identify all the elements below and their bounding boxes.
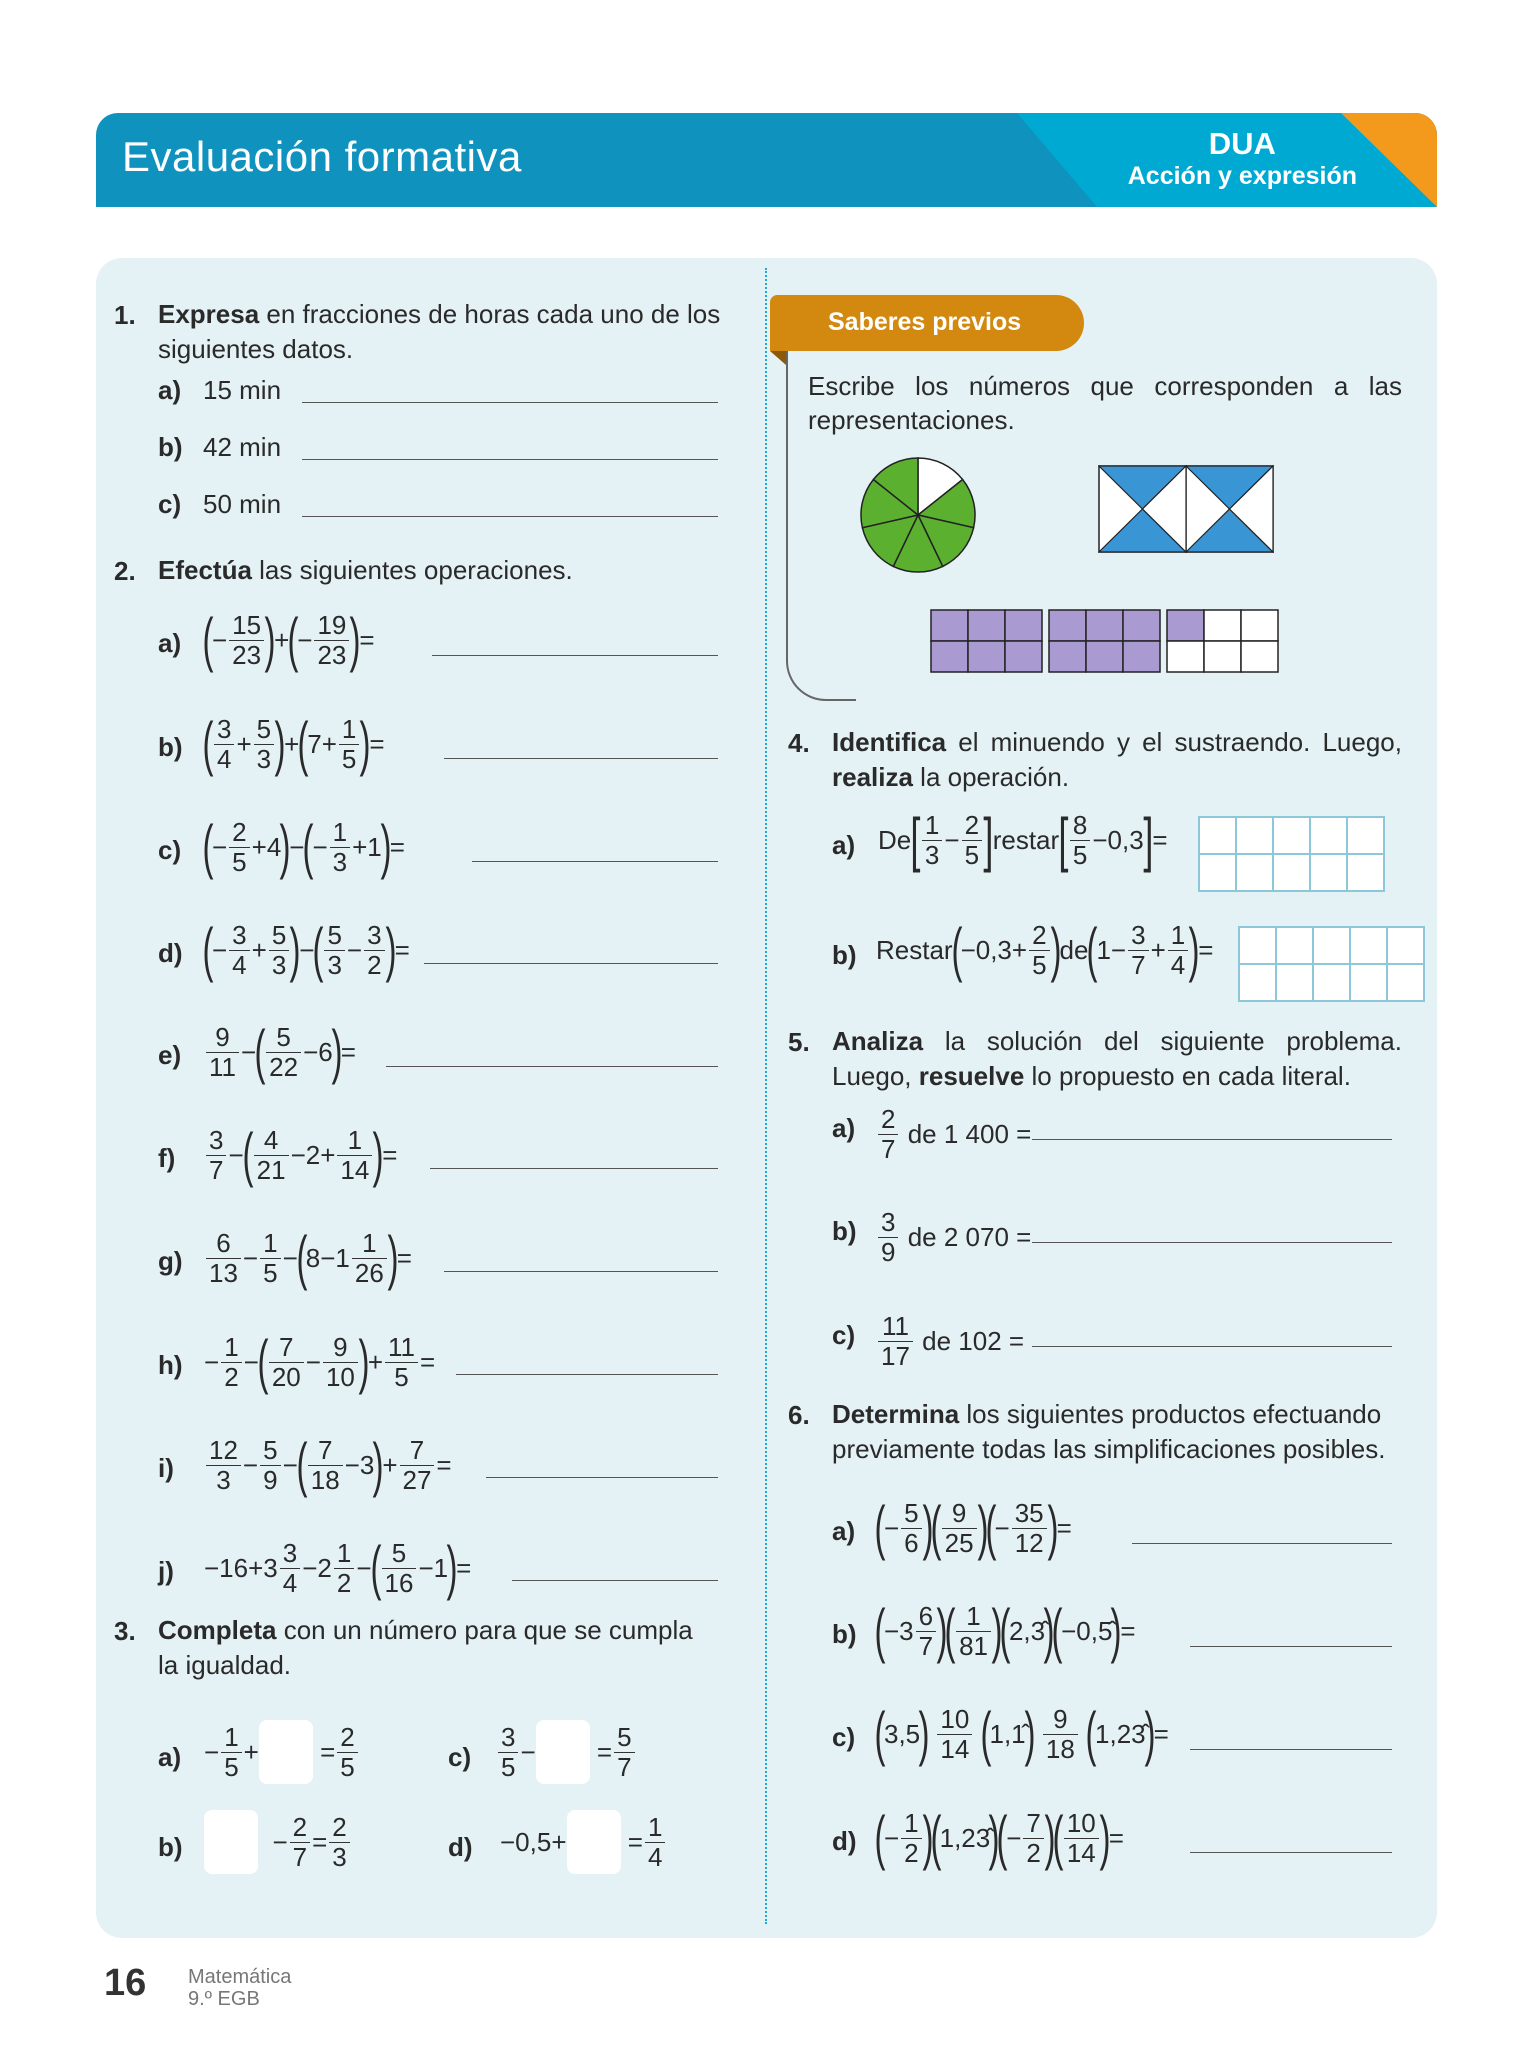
q4-b-de: de	[1059, 934, 1089, 965]
q2-b-expression: ( $\frac{3}{4}$ + $\frac{5}{3}$ ) + ( 7+ $\frac{1}{5}$ ) =	[202, 710, 385, 777]
q2-j-expression: −16+3 $\frac{3}{4}$ −2 $\frac{1}{2}$ − ( $\frac{5}{16}$ −1 ) =	[204, 1534, 472, 1601]
grid-cell	[1241, 641, 1278, 672]
q5-b-label: b)	[832, 1216, 857, 1246]
saberes-text: Escribe los números que corresponden a las	[808, 371, 1402, 401]
saberes-tab-fold	[770, 351, 786, 365]
dua-badge	[1128, 127, 1357, 191]
q4-a-de: De	[878, 824, 912, 855]
q2-verb: Efectúa	[158, 555, 252, 585]
q5-c-expression	[876, 1312, 1024, 1370]
grid-cell	[1005, 641, 1042, 672]
q3-c-expression: $\frac{3}{5}$ − = $\frac{5}{7}$	[496, 1720, 637, 1784]
q5-c-text: de 102 =	[922, 1325, 1025, 1356]
q6-number: 6.	[788, 1400, 810, 1430]
q6-a-answer-line[interactable]	[1132, 1543, 1392, 1544]
q2-i-label: i)	[158, 1453, 174, 1483]
q5-verb: Analiza	[832, 1026, 924, 1056]
q4-verb: Identifica	[832, 727, 947, 757]
q2-b-label: b)	[158, 732, 183, 762]
q2-c-answer-line[interactable]	[472, 861, 718, 862]
q1-c-label: c)	[158, 489, 182, 519]
q4-b-expression: Restar ( −0,3+ $\frac{2}{5}$ ) de ( 1− $\frac{3}{7}$ + $\frac{1}{4}$ ) =	[876, 916, 1214, 983]
q2-g-answer-line[interactable]	[444, 1271, 718, 1272]
q6-a-label: a)	[832, 1516, 856, 1546]
q4-prompt	[832, 725, 1402, 759]
grid-cell	[1167, 641, 1204, 672]
q2-h-answer-line[interactable]	[456, 1374, 718, 1375]
q6-a-expression: ( − $\frac{5}{6}$ ) ( $\frac{9}{25}$ ) ( − $\frac{35}{12}$ ) =	[874, 1494, 1072, 1561]
q5-b-expression	[876, 1208, 1031, 1266]
q5-c-answer-line[interactable]	[1032, 1346, 1392, 1347]
q4-a-restar: restar	[992, 824, 1060, 855]
q2-h-expression: − $\frac{1}{2}$ − ( $\frac{7}{20}$ − $\frac{9}{10}$ ) + $\frac{11}{5}$ =	[204, 1328, 436, 1395]
q5-number: 5.	[788, 1027, 810, 1057]
q2-f-label: f)	[158, 1143, 176, 1173]
q1-a-label: a)	[158, 375, 182, 405]
q3-a-blank[interactable]	[259, 1720, 313, 1784]
q3-d-expression: −0,5+ = $\frac{1}{4}$	[500, 1810, 667, 1874]
q2-a-label: a)	[158, 628, 182, 658]
q2-i-answer-line[interactable]	[486, 1477, 718, 1478]
q6-rest: los siguientes productos efectuando	[959, 1399, 1382, 1429]
grid-cell	[931, 641, 968, 672]
q5-a-num: 2	[878, 1105, 898, 1135]
q2-a-expression: ( − $\frac{15}{23}$ ) + ( − $\frac{19}{23}$ ) =	[202, 606, 375, 673]
grid-cell	[1241, 610, 1278, 641]
q2-g-label: g)	[158, 1246, 183, 1276]
q4-prompt-line2	[832, 760, 1069, 794]
grid-cell	[1167, 610, 1204, 641]
q2-e-expression: $\frac{9}{11}$ − ( $\frac{5}{22}$ −6 ) =	[204, 1022, 356, 1082]
q4-verb2: realiza	[832, 762, 913, 792]
q4-b-label: b)	[832, 940, 857, 970]
q6-d-expression: ( − $\frac{1}{2}$ ) ( 1,23̂ ) ( − $\frac{7}{2}$ ) ( $\frac{10}{14}$ ) =	[874, 1804, 1124, 1871]
q3-c-blank[interactable]	[536, 1720, 590, 1784]
q6-b-label: b)	[832, 1619, 857, 1649]
q3-rest: con un número para que se cumpla	[276, 1615, 693, 1645]
dua-sublabel: Acción y expresión	[1127, 162, 1357, 190]
q1-prompt-line2: siguientes datos.	[158, 334, 354, 364]
q6-d-label: d)	[832, 1826, 857, 1856]
grid-cell	[1204, 610, 1241, 641]
q5-a-den: 7	[881, 1133, 896, 1164]
q1-a-answer-line[interactable]	[302, 402, 718, 403]
q5-a-answer-line[interactable]	[1032, 1139, 1392, 1140]
q1-a-text: 15 min	[203, 375, 282, 405]
q5-prompt-line2	[832, 1059, 1351, 1093]
q2-f-expression: $\frac{3}{7}$ − ( $\frac{4}{21}$ −2+ $\frac{1}{14}$ ) =	[204, 1125, 397, 1185]
grid-cell	[1123, 610, 1160, 641]
q3-a-label: a)	[158, 1742, 182, 1772]
q1-c-answer-line[interactable]	[302, 516, 718, 517]
q2-g-expression: $\frac{6}{13}$ − $\frac{1}{5}$ − ( 8−1 $\frac{1}{26}$ ) =	[204, 1228, 412, 1288]
q3-b-label: b)	[158, 1832, 183, 1862]
q4-rest2: la operación.	[912, 762, 1070, 792]
grid-cell	[1049, 641, 1086, 672]
q1-b-answer-line[interactable]	[302, 459, 718, 460]
dua-label: DUA	[1208, 126, 1276, 161]
pie-fraction-figure	[858, 455, 978, 575]
q2-i-expression: $\frac{12}{3}$ − $\frac{5}{9}$ − ( $\frac{7}{18}$ −3 ) + $\frac{7}{27}$ =	[204, 1435, 452, 1495]
q5-line2a: Luego,	[832, 1061, 919, 1091]
q1-c-text: 50 min	[203, 489, 282, 519]
q1-rest: en fracciones de horas cada uno de los	[259, 299, 721, 329]
q6-d-answer-line[interactable]	[1190, 1852, 1392, 1853]
q5-b-den: 9	[881, 1236, 896, 1267]
q5-prompt	[832, 1024, 1402, 1058]
q2-d-expression: ( − $\frac{3}{4}$ + $\frac{5}{3}$ ) − ( $\frac{5}{3}$ − $\frac{3}{2}$ ) =	[202, 916, 410, 983]
q6-prompt	[832, 1397, 1381, 1431]
q3-number: 3.	[114, 1616, 136, 1646]
footer-subject: Matemática	[188, 1966, 292, 1988]
grid-cell	[968, 610, 1005, 641]
q5-c-den: 17	[881, 1340, 910, 1371]
page-number: 16	[104, 1962, 147, 2004]
q2-a-answer-line[interactable]	[432, 655, 718, 656]
q3-prompt-line2: la igualdad.	[158, 1650, 291, 1680]
q5-b-text: de 2 070 =	[907, 1221, 1032, 1252]
q5-a-label: a)	[832, 1113, 856, 1143]
q1-prompt	[158, 297, 720, 331]
q2-number: 2.	[114, 556, 136, 586]
q5-b-answer-line[interactable]	[1032, 1242, 1392, 1243]
q5-a-text: de 1 400 =	[907, 1118, 1032, 1149]
q5-c-label: c)	[832, 1320, 856, 1350]
q2-e-answer-line[interactable]	[386, 1066, 718, 1067]
q4-rest: el minuendo y el sustraendo. Luego,	[946, 727, 1402, 757]
page-title: Evaluación formativa	[122, 133, 522, 180]
q1-b-text: 42 min	[203, 432, 282, 462]
grid-cell	[1204, 641, 1241, 672]
grid-cell	[931, 610, 968, 641]
q5-line2b: lo propuesto en cada literal.	[1024, 1061, 1351, 1091]
grid-cell	[1086, 641, 1123, 672]
column-divider	[765, 268, 767, 1924]
q2-b-answer-line[interactable]	[444, 758, 718, 759]
q2-d-label: d)	[158, 938, 183, 968]
q4-a-expression: De [ $\frac{1}{3}$ − $\frac{2}{5}$ ] restar [ $\frac{8}{5}$ −0,3 ] =	[878, 806, 1168, 873]
grid-cell	[1086, 610, 1123, 641]
q2-h-label: h)	[158, 1350, 183, 1380]
q2-d-answer-line[interactable]	[424, 963, 718, 964]
grid-cell	[1049, 610, 1086, 641]
q5-c-num: 11	[878, 1312, 913, 1342]
q3-b-blank[interactable]	[204, 1810, 258, 1874]
q2-rest: las siguientes operaciones.	[251, 555, 573, 585]
grid-cell	[1005, 610, 1042, 641]
q4-a-answer-grid[interactable]	[1198, 816, 1385, 892]
q1-number: 1.	[114, 300, 136, 330]
q2-prompt	[158, 553, 573, 587]
footer-info	[188, 1966, 291, 2010]
footer-grade: 9.º EGB	[188, 1988, 260, 2010]
q6-c-answer-line[interactable]	[1190, 1749, 1392, 1750]
q2-j-answer-line[interactable]	[512, 1580, 718, 1581]
q3-c-label: c)	[448, 1742, 472, 1772]
q2-j-label: j)	[158, 1556, 174, 1586]
q5-verb2: resuelve	[918, 1061, 1025, 1091]
q4-a-label: a)	[832, 830, 856, 860]
q2-c-label: c)	[158, 835, 182, 865]
saberes-text-line2: representaciones.	[808, 405, 1015, 435]
q4-number: 4.	[788, 728, 810, 758]
grid-cell	[1123, 641, 1160, 672]
q3-verb: Completa	[158, 1615, 277, 1645]
q6-b-answer-line[interactable]	[1190, 1646, 1392, 1647]
q4-b-answer-grid[interactable]	[1238, 926, 1425, 1002]
q3-a-expression: − $\frac{1}{5}$ + = $\frac{2}{5}$	[204, 1720, 360, 1784]
q5-a-expression	[876, 1105, 1031, 1163]
q1-b-label: b)	[158, 432, 183, 462]
q2-f-answer-line[interactable]	[430, 1168, 718, 1169]
q6-verb: Determina	[832, 1399, 960, 1429]
q3-d-label: d)	[448, 1832, 473, 1862]
header-banner	[96, 113, 1437, 207]
grid-cell	[968, 641, 1005, 672]
q6-prompt-line2: previamente todas las simplificaciones posibles.	[832, 1434, 1386, 1464]
q6-c-label: c)	[832, 1722, 856, 1752]
saberes-tab: Saberes previos	[770, 295, 1084, 351]
triangle-fraction-figure	[1098, 465, 1274, 553]
grid-fraction-figure	[930, 609, 1280, 675]
q3-b-expression: − $\frac{2}{7}$ = $\frac{2}{3}$	[204, 1810, 352, 1874]
q6-b-expression: ( −3 $\frac{6}{7}$ ) ( $\frac{1}{81}$ ) ( 2,3̂ ) ( −0,5̂ ) =	[874, 1597, 1136, 1664]
q5-rest: la solución del siguiente problema.	[923, 1026, 1402, 1056]
q4-b-restar: Restar	[876, 934, 953, 965]
q2-e-label: e)	[158, 1040, 182, 1070]
q2-c-expression: ( − $\frac{2}{5}$ +4 ) − ( − $\frac{1}{3}$ +1 ) =	[202, 813, 405, 880]
q6-c-expression: ( 3,5 ) $\frac{10}{14}$ ( 1,1̂ ) $\frac{9}{18}$ ( 1,23̂ ) =	[874, 1700, 1169, 1767]
q5-b-num: 3	[878, 1208, 898, 1238]
q3-d-blank[interactable]	[567, 1810, 621, 1874]
q1-verb: Expresa	[158, 299, 260, 329]
q3-prompt	[158, 1613, 693, 1647]
